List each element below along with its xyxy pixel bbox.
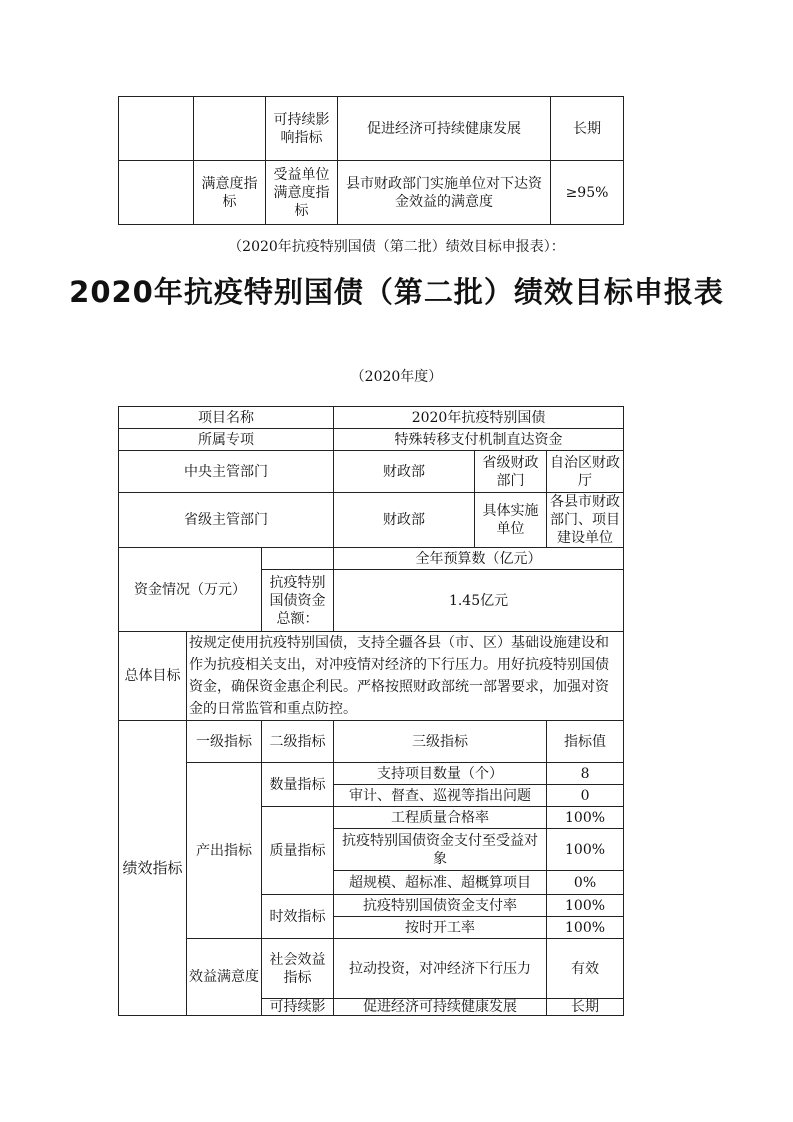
category-label: 所属专项 [119,429,334,451]
sustain-label: 可持续影 [262,999,334,1016]
document-title: 2020年抗疫特别国债（第二批）绩效目标申报表 [69,275,724,309]
category-value: 特殊转移支付机制直达资金 [334,429,624,451]
indicator-item: 超规模、超标准、超概算项目 [334,871,547,895]
sustain-level3-cell: 促进经济可持续健康发展 [338,97,551,161]
header-level1: 一级指标 [187,721,262,763]
social-benefit-label: 社会效益指标 [262,939,334,999]
social-benefit-item: 拉动投资，对冲经济下行压力 [334,939,547,999]
indicator-item: 支持项目数量（个） [334,763,547,785]
indicator-item: 工程质量合格率 [334,807,547,829]
empty-cell [262,548,334,570]
goal-label: 总体目标 [119,632,187,721]
fund-total-value: 1.45亿元 [334,570,624,632]
year-label: （2020年度） [350,369,443,385]
indicator-value: 100% [547,917,624,939]
project-name-value: 2020年抗疫特别国债 [334,407,624,429]
header-level3: 三级指标 [334,721,547,763]
output-label: 产出指标 [187,763,262,939]
header-level2: 二级指标 [262,721,334,763]
indicator-value: 0% [547,871,624,895]
project-name-label: 项目名称 [119,407,334,429]
perf-label: 绩效指标 [119,721,187,1016]
social-benefit-value: 有效 [547,939,624,999]
impl-unit-label: 具体实施单位 [475,493,547,548]
satisfaction-value-cell: ≥95% [551,161,624,225]
empty-cell [119,97,194,161]
indicator-item: 抗疫特别国债资金支付率 [334,895,547,917]
central-dept-label: 中央主管部门 [119,451,334,493]
impl-unit-value: 各县市财政部门、项目建设单位 [547,493,624,548]
sustain-item: 促进经济可持续健康发展 [334,999,547,1016]
funding-label: 资金情况（万元） [119,548,262,632]
indicator-item: 抗疫特别国债资金支付至受益对象 [334,829,547,871]
declaration-table [118,406,624,1016]
indicator-item: 审计、督查、巡视等指出问题 [334,785,547,807]
central-dept-value: 财政部 [334,451,475,493]
indicator-value: 100% [547,829,624,871]
timeliness-label: 时效指标 [262,895,334,939]
empty-cell [194,97,266,161]
indicator-value: 100% [547,895,624,917]
annual-budget-label: 全年预算数（亿元） [334,548,624,570]
header-value: 指标值 [547,721,624,763]
empty-cell [119,161,194,225]
provincial-dept-label: 省级主管部门 [119,493,334,548]
sustain-value-cell: 长期 [551,97,624,161]
quantity-label: 数量指标 [262,763,334,807]
indicator-value: 0 [547,785,624,807]
satisfaction-level1-cell: 满意度指标 [194,161,266,225]
provincial-finance-label: 省级财政部门 [475,451,547,493]
provincial-finance-value: 自治区财政厅 [547,451,624,493]
indicator-item: 按时开工率 [334,917,547,939]
provincial-dept-value: 财政部 [334,493,475,548]
continued-table [118,96,624,225]
indicator-value: 100% [547,807,624,829]
sustain-level2-cell: 可持续影响指标 [266,97,338,161]
benefit-label: 效益满意度 [187,939,262,1016]
satisfaction-level3-cell: 县市财政部门实施单位对下达资金效益的满意度 [338,161,551,225]
goal-text: 按规定使用抗疫特别国债，支持全疆各县（市、区）基础设施建设和作为抗疫相关支出，对冲疫情对经济的下行压力。用好抗疫特别国债资金，确保资金惠企利民。严格按照财政部统一部署要求，加强对资金的日常监管和重点防控。 [187,632,624,721]
table-caption: （2020年抗疫特别国债（第二批）绩效目标申报表）： [228,239,565,255]
indicator-value: 8 [547,763,624,785]
quality-label: 质量指标 [262,807,334,895]
fund-total-label: 抗疫特别国债资金总额： [262,570,334,632]
satisfaction-level2-cell: 受益单位满意度指标 [266,161,338,225]
sustain-value: 长期 [547,999,624,1016]
